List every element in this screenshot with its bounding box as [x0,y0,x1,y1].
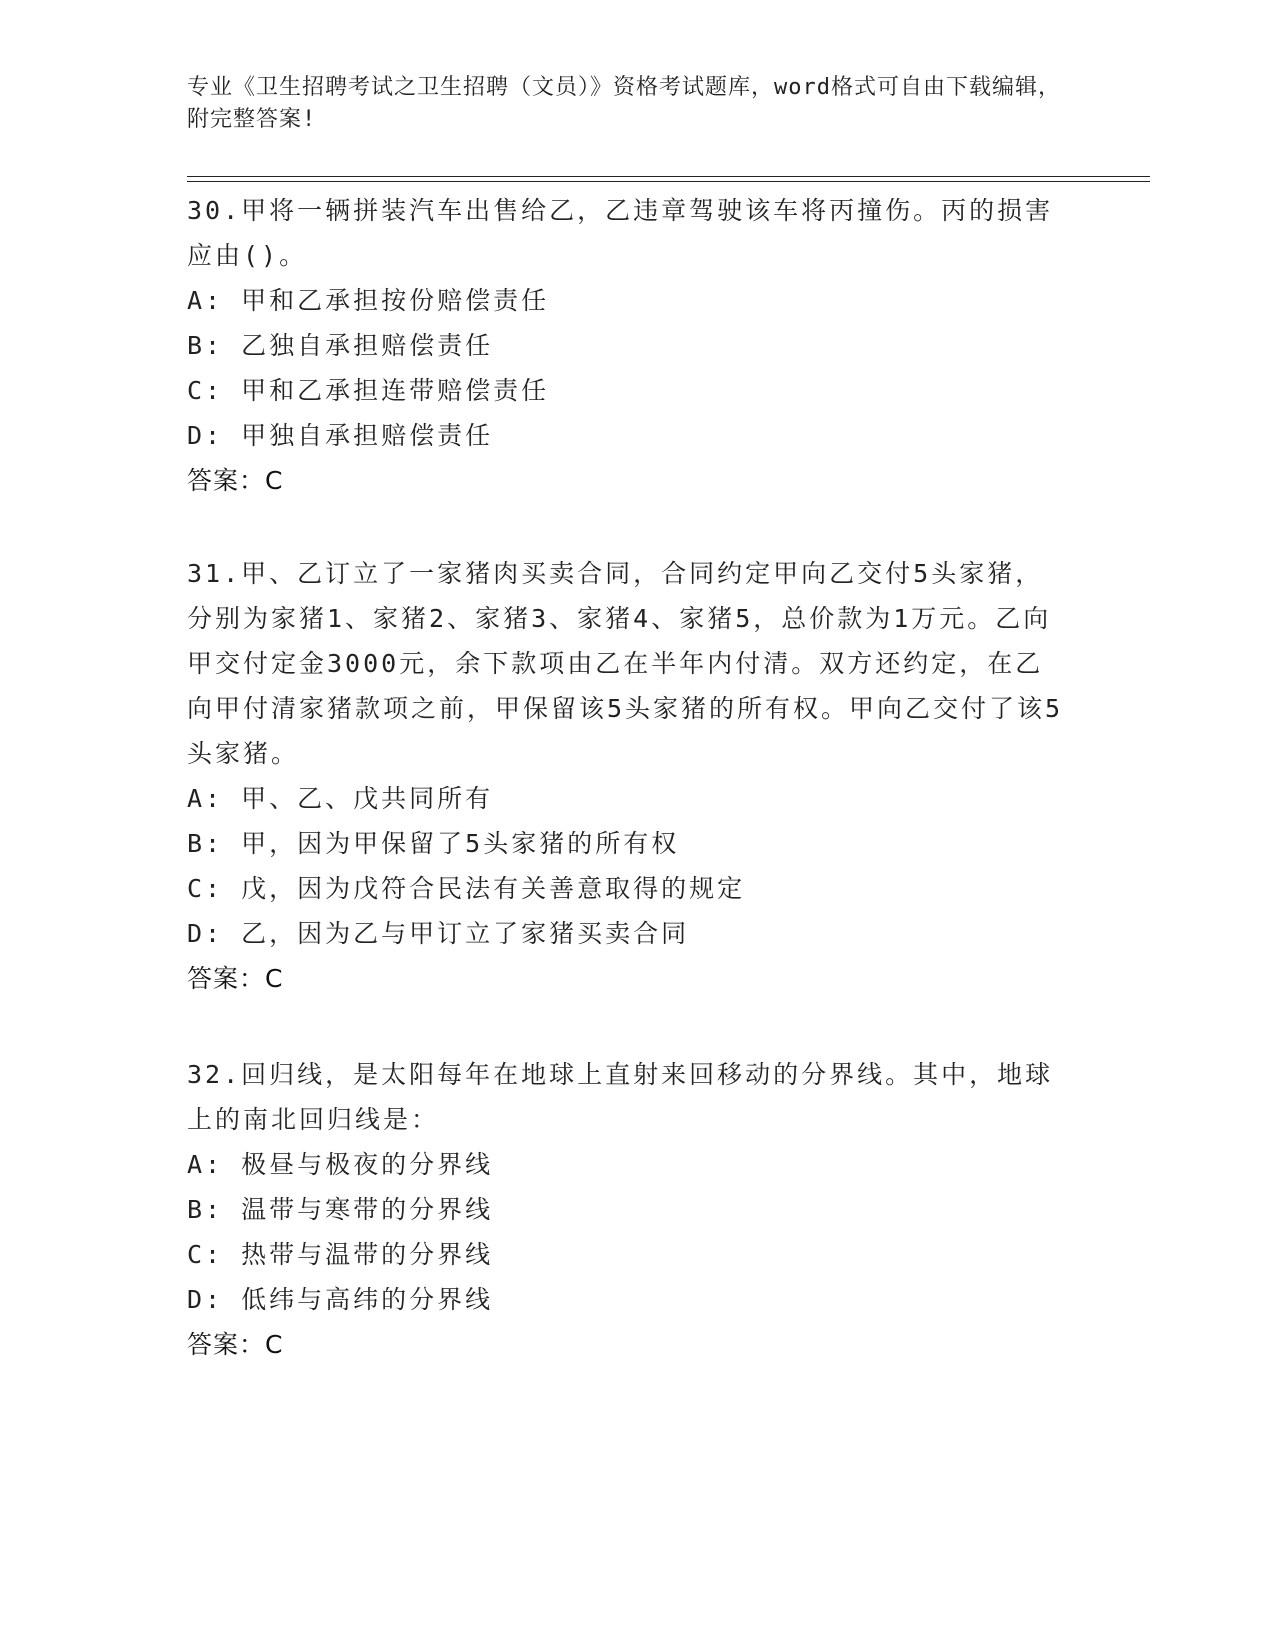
option-a: A: 甲和乙承担按份赔偿责任 [187,286,550,315]
question-30 [187,188,1067,503]
header-rule-top [187,176,1150,177]
question-text: 30.甲将一辆拼装汽车出售给乙，乙违章驾驶该车将丙撞伤。丙的损害应由()。 [187,196,1054,270]
option-d: D: 低纬与高纬的分界线 [187,1285,494,1314]
answer-line: 答案：C [187,964,284,993]
option-c: C: 戊，因为戊符合民法有关善意取得的规定 [187,874,746,903]
question-32 [187,1052,1067,1367]
question-31 [187,551,1067,1001]
answer-line: 答案：C [187,1330,284,1359]
option-b: B: 乙独自承担赔偿责任 [187,331,494,360]
question-text: 32.回归线，是太阳每年在地球上直射来回移动的分界线。其中，地球上的南北回归线是： [187,1060,1054,1134]
answer-line: 答案：C [187,466,284,495]
header-rule-bottom [187,181,1150,182]
question-text: 31.甲、乙订立了一家猪肉买卖合同，合同约定甲向乙交付5头家猪，分别为家猪1、家猪2、家猪3、家猪4、家猪5，总价款为1万元。乙向甲交付定金3000元，余下款项由乙在半年内付清。双方还约定，在乙向甲付清家猪款项之前，甲保留该5头家猪的所有权。甲向乙交付了该5头家猪。 [187,559,1064,768]
option-b: B: 甲，因为甲保留了5头家猪的所有权 [187,829,680,858]
option-d: D: 甲独自承担赔偿责任 [187,421,494,450]
option-c: C: 热带与温带的分界线 [187,1240,494,1269]
option-b: B: 温带与寒带的分界线 [187,1195,494,1224]
option-a: A: 甲、乙、戊共同所有 [187,784,494,813]
document-header: 专业《卫生招聘考试之卫生招聘（文员）》资格考试题库，word格式可自由下载编辑，附完整答案! [187,75,1061,132]
option-d: D: 乙，因为乙与甲订立了家猪买卖合同 [187,919,690,948]
option-a: A: 极昼与极夜的分界线 [187,1150,494,1179]
option-c: C: 甲和乙承担连带赔偿责任 [187,376,550,405]
